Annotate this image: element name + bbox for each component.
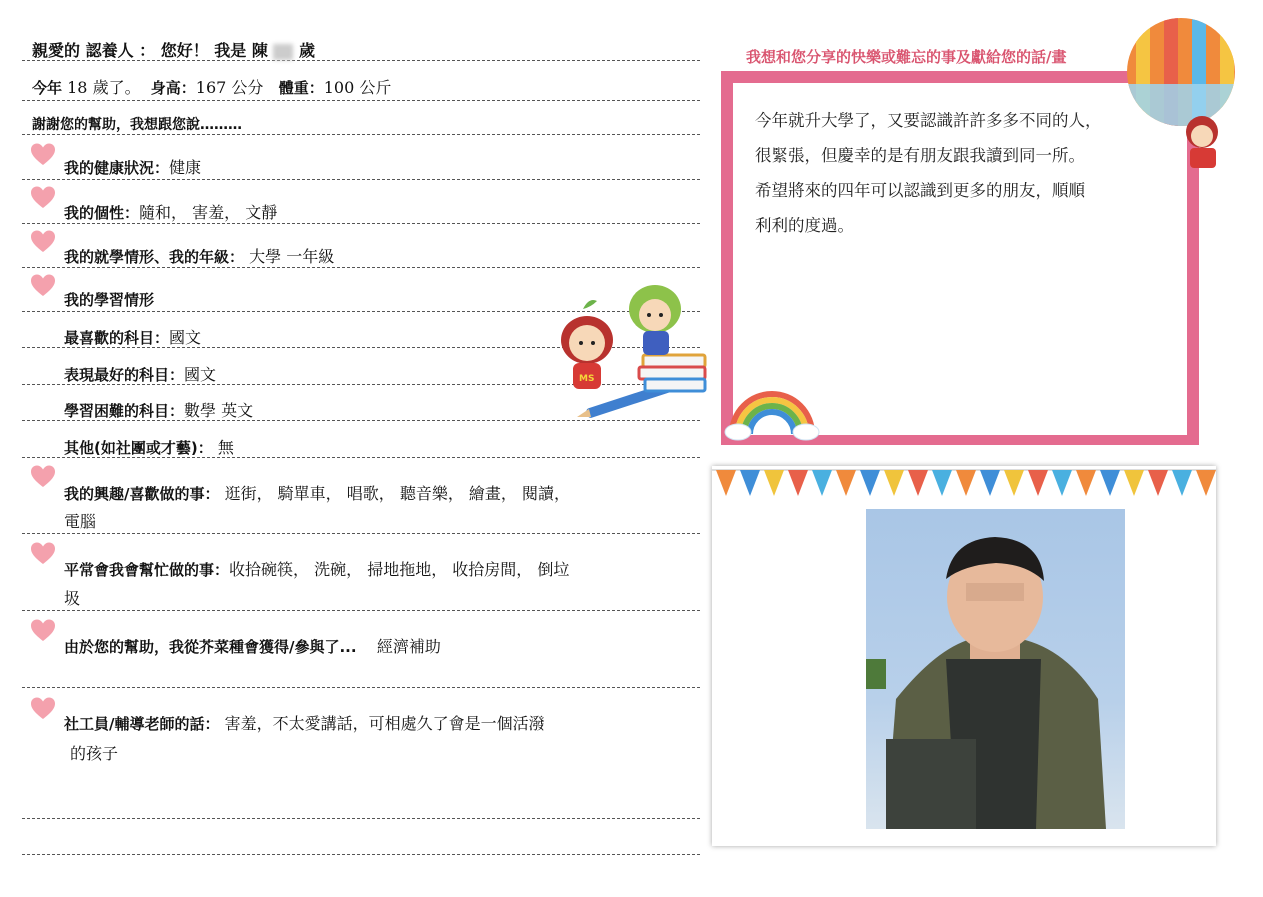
personality-value: 隨和， 害羞， 文靜 (139, 203, 278, 222)
height-value: 167 (195, 78, 227, 97)
age-height-weight-line (32, 75, 391, 98)
bunting-flag (1196, 470, 1216, 496)
heart-icon (30, 541, 56, 567)
bunting-flag (716, 470, 736, 496)
other-line (64, 435, 234, 458)
health-line (64, 155, 201, 178)
age-prefix: 今年 (32, 79, 63, 97)
bunting-flag (740, 470, 760, 496)
message-line: 很緊張，但慶幸的是有朋友跟我讀到同一所。 (755, 146, 1085, 165)
learning-label: 我的學習情形 (64, 291, 155, 309)
teacher-line (64, 711, 545, 734)
rainbow-icon (724, 384, 820, 442)
chores-value: 收拾碗筷， 洗碗， 掃地拖地， 收拾房間， 倒垃 (229, 560, 570, 579)
badge-text: MS (579, 374, 595, 384)
help-label: 由於您的幫助，我從芥菜種會獲得/參與了... (64, 638, 357, 656)
bunting-flag (1028, 470, 1048, 496)
help-line (64, 634, 441, 657)
divider (22, 818, 700, 819)
divider (22, 179, 700, 180)
weight-label: 體重： (278, 79, 324, 97)
help-value: 經濟補助 (376, 637, 441, 656)
chores-value-cont: 圾 (64, 589, 81, 608)
greeting-text: 親愛的 認養人 ： 您好！ 我是 陳 (32, 41, 268, 60)
fav-subject-line (64, 325, 201, 348)
divider (22, 533, 700, 534)
best-subject-label: 表現最好的科目： (64, 366, 185, 384)
other-label: 其他(如社團或才藝)： (64, 439, 213, 457)
kids-reading-clipart (555, 285, 715, 425)
divider (22, 267, 700, 268)
divider (22, 134, 700, 135)
hard-subject-value: 數學 英文 (184, 401, 254, 420)
health-label: 我的健康狀況： (64, 159, 170, 177)
message-title: 我想和您分享的快樂或難忘的事及獻給您的話/畫 (746, 48, 1067, 66)
bunting-flag (764, 470, 784, 496)
greeting-line (32, 38, 315, 61)
bunting-flag (1100, 470, 1120, 496)
heart-icon (30, 696, 56, 722)
balloon-icon (1122, 14, 1240, 174)
bunting-flag (788, 470, 808, 496)
height-label: 身高： (150, 79, 196, 97)
divider (22, 100, 700, 101)
personality-line (64, 200, 277, 223)
heart-icon (30, 273, 56, 299)
heart-icon (30, 142, 56, 168)
bunting-flag (1004, 470, 1024, 496)
bunting-flag (884, 470, 904, 496)
weight-value: 100 (323, 78, 355, 97)
message-line: 今年就升大學了，又要認識許許多多不同的人， (755, 111, 1102, 130)
best-subject-value: 國文 (184, 365, 217, 384)
school-value: 大學 一年級 (249, 247, 335, 266)
divider (22, 687, 700, 688)
bunting-flag (1076, 470, 1096, 496)
school-label: 我的就學情形、我的年級： (64, 248, 245, 266)
age-unit: 歲了。 (92, 78, 141, 97)
redacted-name (273, 44, 293, 60)
thanks-line: 謝謝您的幫助，我想跟您說……… (32, 117, 242, 133)
fav-subject-label: 最喜歡的科目： (64, 329, 170, 347)
student-photo (866, 509, 1125, 829)
fav-subject-value: 國文 (169, 328, 202, 347)
hobbies-label: 我的興趣/喜歡做的事： (64, 485, 220, 503)
divider (22, 854, 700, 855)
bunting-flag (1148, 470, 1168, 496)
bunting-flag (860, 470, 880, 496)
message-line: 希望將來的四年可以認識到更多的朋友，順順 (755, 181, 1085, 200)
teacher-value: 害羞，不太愛講話，可相處久了會是一個活潑 (224, 714, 545, 733)
hard-subject-line (64, 398, 253, 421)
message-body (755, 103, 1185, 243)
bunting-flag (980, 470, 1000, 496)
bunting-flag (1172, 470, 1192, 496)
age-value: 18 (67, 78, 88, 97)
bunting-flag (1124, 470, 1144, 496)
hobbies-value: 逛街， 騎單車， 唱歌， 聽音樂， 繪畫， 閱讀， (224, 484, 571, 503)
chores-line (64, 557, 569, 580)
school-line (64, 244, 334, 267)
bunting-flag (956, 470, 976, 496)
bunting-flag (1052, 470, 1072, 496)
heart-icon (30, 464, 56, 490)
hard-subject-label: 學習困難的科目： (64, 402, 185, 420)
hobbies-value-cont: 電腦 (64, 512, 97, 531)
hobbies-line (64, 481, 570, 504)
heart-icon (30, 618, 56, 644)
chores-label: 平常會我會幫忙做的事： (64, 561, 230, 579)
teacher-value-cont: 的孩子 (70, 744, 119, 763)
health-value: 健康 (169, 158, 202, 177)
bunting-flag (812, 470, 832, 496)
bunting-decoration (712, 466, 1216, 502)
divider (22, 223, 700, 224)
bunting-flag (908, 470, 928, 496)
teacher-label: 社工員/輔導老師的話： (64, 715, 220, 733)
heart-icon (30, 185, 56, 211)
bunting-flag (932, 470, 952, 496)
other-value: 無 (217, 438, 234, 457)
bunting-flag (836, 470, 856, 496)
height-unit: 公分 (231, 78, 264, 97)
message-line: 利利的度過。 (755, 216, 854, 235)
heart-icon (30, 229, 56, 255)
student-photo-image (866, 509, 1125, 829)
weight-unit: 公斤 (359, 78, 392, 97)
greeting-suffix: 歲 (299, 41, 316, 60)
best-subject-line (64, 362, 216, 385)
personality-label: 我的個性： (64, 204, 140, 222)
divider (22, 610, 700, 611)
